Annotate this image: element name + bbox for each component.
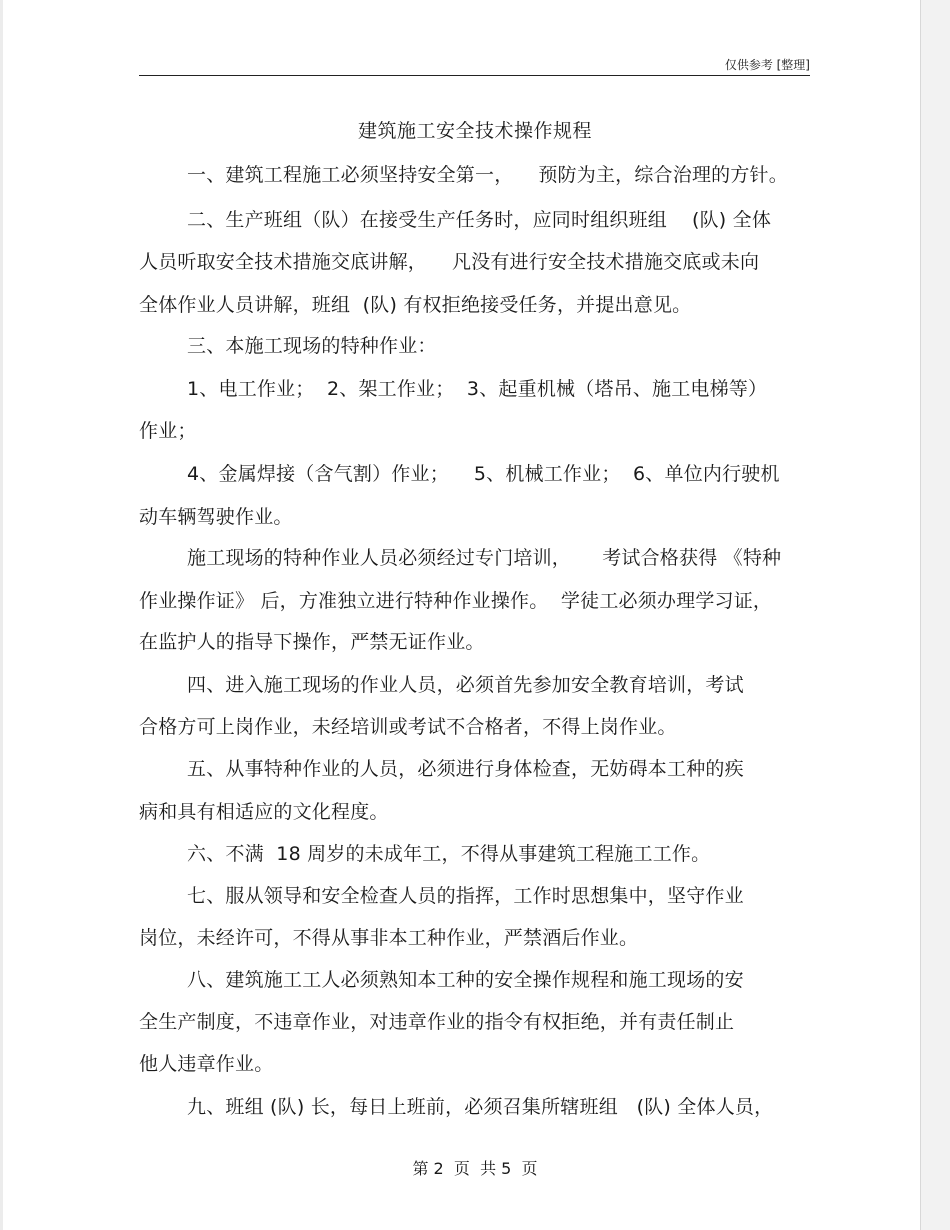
- paragraph-line: 二、生产班组（队）在接受生产任务时，应同时组织班组 (队) 全体: [187, 209, 772, 231]
- document-title: 建筑施工安全技术操作规程: [357, 120, 592, 142]
- page-footer: 第 2 页 共 5 页: [412, 1159, 538, 1178]
- paragraph-line: 全生产制度，不违章作业，对违章作业的指令有权拒绝，并有责任制止: [139, 1011, 735, 1033]
- paragraph-line: 病和具有相适应的文化程度。: [139, 801, 389, 823]
- page-right-margin: [920, 0, 950, 1230]
- paragraph-line: 五、从事特种作业的人员，必须进行身体检查，无妨碍本工种的疾: [187, 758, 744, 780]
- paragraph-line: 作业操作证》 后，方准独立进行特种作业操作。 学徒工必须办理学习证，: [139, 590, 773, 612]
- paragraph-line: 在监护人的指导下操作，严禁无证作业。: [139, 631, 485, 653]
- paragraph-line: 四、进入施工现场的作业人员，必须首先参加安全教育培训，考试: [187, 674, 744, 696]
- header-rule: [139, 75, 810, 76]
- paragraph-line: 他人违章作业。: [139, 1053, 274, 1075]
- paragraph-line: 人员听取安全技术措施交底讲解， 凡没有进行安全技术措施交底或未向: [139, 251, 760, 273]
- header-note: 仅供参考 [整理]: [724, 58, 810, 72]
- paragraph-line: 九、班组 (队) 长，每日上班前，必须召集所辖班组 (队) 全体人员，: [187, 1096, 774, 1118]
- paragraph-line: 动车辆驾驶作业。: [139, 506, 293, 528]
- paragraph-line: 七、服从领导和安全检查人员的指挥，工作时思想集中，坚守作业: [187, 885, 744, 907]
- paragraph-line: 全体作业人员讲解，班组 (队) 有权拒绝接受任务，并提出意见。: [139, 294, 692, 316]
- paragraph-line: 三、本施工现场的特种作业：: [187, 335, 437, 357]
- paragraph-line: 施工现场的特种作业人员必须经过专门培训， 考试合格获得 《特种: [187, 547, 782, 569]
- page-left-edge: [0, 0, 3, 1230]
- paragraph-line: 一、建筑工程施工必须坚持安全第一， 预防为主，综合治理的方针。: [187, 164, 788, 186]
- paragraph-line: 岗位，未经许可，不得从事非本工种作业，严禁酒后作业。: [139, 927, 639, 949]
- paragraph-line: 1、电工作业； 2、架工作业； 3、起重机械（塔吊、施工电梯等）: [187, 378, 768, 400]
- paragraph-line: 六、不满 18 周岁的未成年工，不得从事建筑工程施工工作。: [187, 843, 711, 865]
- paragraph-line: 4、金属焊接（含气割）作业； 5、机械工作业； 6、单位内行驶机: [187, 463, 780, 485]
- paragraph-line: 合格方可上岗作业，未经培训或考试不合格者，不得上岗作业。: [139, 716, 677, 738]
- paragraph-line: 八、建筑施工工人必须熟知本工种的安全操作规程和施工现场的安: [187, 969, 744, 991]
- paragraph-line: 作业；: [139, 420, 197, 442]
